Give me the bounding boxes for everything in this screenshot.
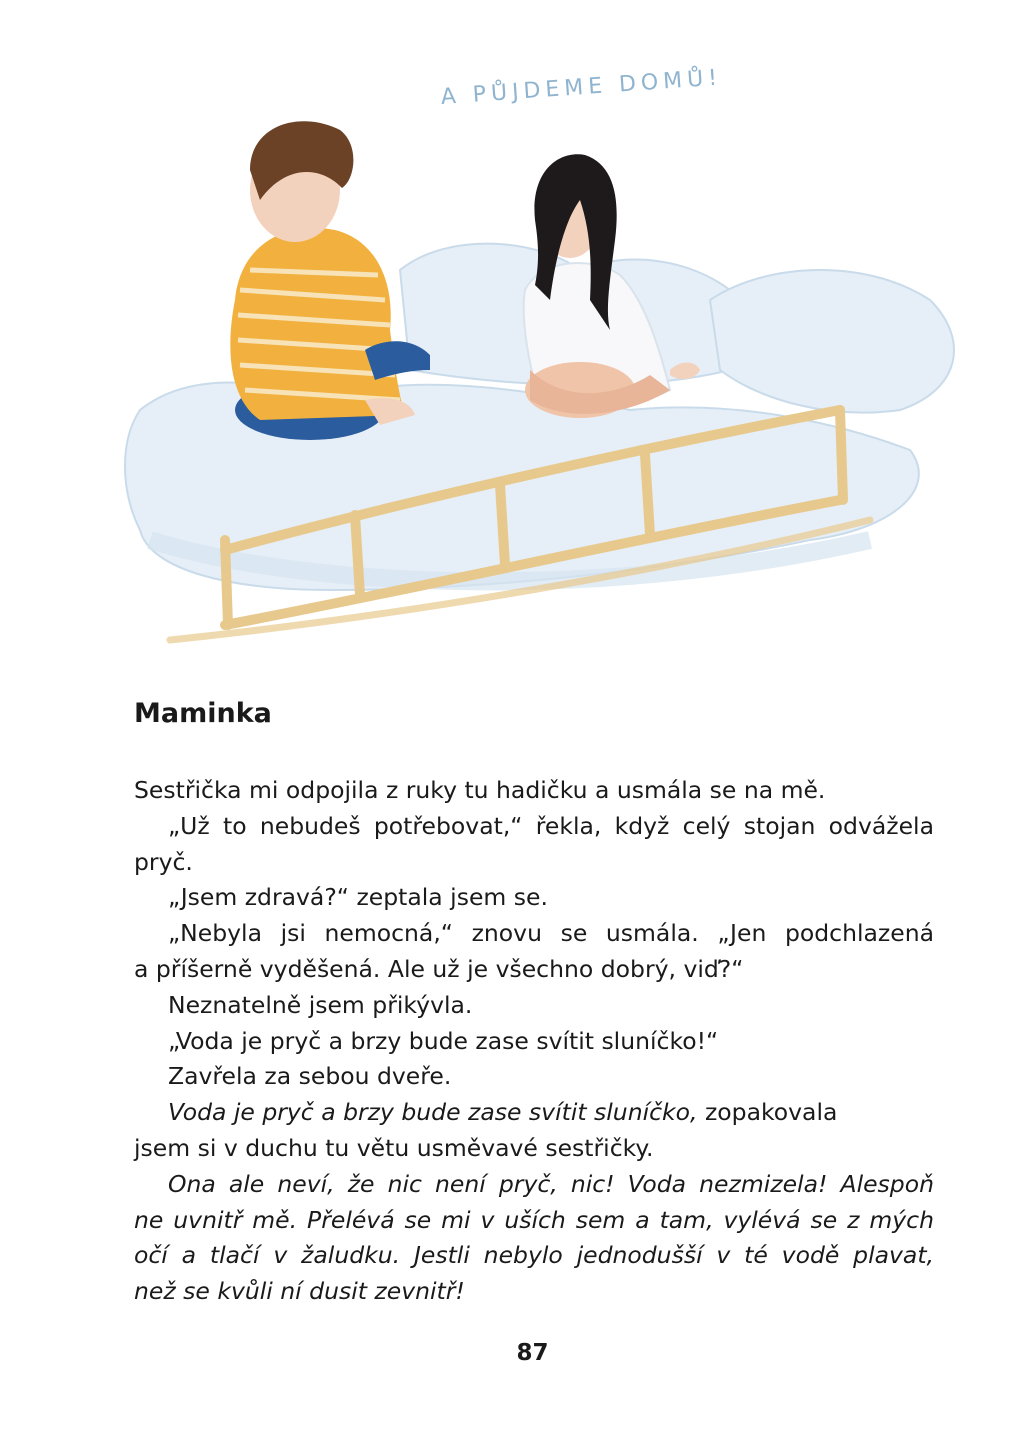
text-line: [134, 809, 934, 845]
page-number: 87: [516, 1340, 549, 1366]
text-line: [134, 1238, 934, 1274]
text-line: [134, 1203, 934, 1239]
text-line: Sestřička mi odpojila z ruky tu hadičku a usmála se na mě.: [134, 776, 826, 804]
text-line: než se kvůli ní dusit zevnitř!: [134, 1277, 465, 1306]
text-line: [134, 1095, 934, 1131]
text-line: „Voda je pryč a brzy bude zase svítit sluníčko!“: [168, 1026, 719, 1055]
italic-text: Voda je pryč a brzy bude zase svítit sluníčko,: [168, 1098, 698, 1127]
text-line: „Jsem zdravá?“ zeptala jsem se.: [168, 883, 548, 912]
text-line: Neznatelně jsem přikývla.: [168, 990, 473, 1019]
text-line-content: Ona ale neví, že nic není pryč, nic! Voda nezmizela! Alespoň: [168, 1169, 934, 1198]
text-line: Zavřela za sebou dveře.: [168, 1062, 452, 1091]
regular-text: zopakovala: [697, 1098, 838, 1127]
text-line: pryč.: [134, 847, 193, 876]
speech-bubble-text: A PŮJDEME DOMŮ!: [440, 65, 723, 110]
text-line: jsem si v duchu tu větu usměvavé sestřičky.: [134, 1133, 654, 1162]
text-line-content: očí a tlačí v žaludku. Jestli nebylo jednodušší v té vodě plavat,: [134, 1241, 934, 1270]
text-line-content: ne uvnitř mě. Přelévá se mi v uších sem a tam, vylévá se z mých: [134, 1205, 934, 1234]
text-line: a příšerně vyděšená. Ale už je všechno dobrý, viď?“: [134, 954, 744, 983]
text-line-content: „Už to nebudeš potřebovat,“ řekla, když celý stojan odvážela: [168, 811, 934, 840]
text-line-content: „Nebyla jsi nemocná,“ znovu se usmála. „Jen podchlazená: [168, 919, 934, 948]
story-text: [134, 773, 934, 1310]
text-line: [134, 916, 934, 952]
chapter-title: Maminka: [134, 698, 272, 729]
hospital-bed-illustration: [110, 70, 970, 660]
text-line: [134, 1167, 934, 1203]
